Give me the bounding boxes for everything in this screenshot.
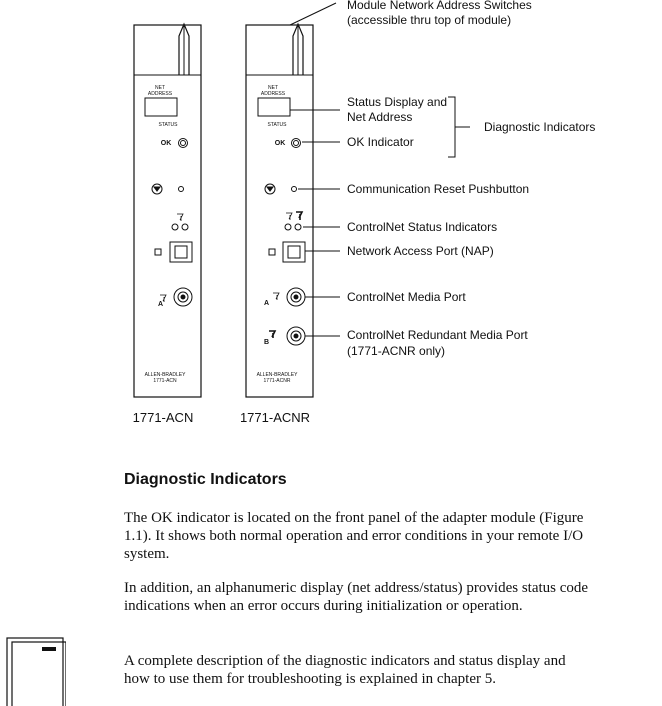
callout-address-switches-line1: Module Network Address Switches bbox=[347, 0, 532, 12]
callout-diagnostic-indicators: Diagnostic Indicators bbox=[484, 120, 596, 134]
callout-redundant-port-line2: (1771-ACNR only) bbox=[347, 344, 446, 358]
panel-net-label: NET bbox=[155, 85, 165, 91]
module-caption: 1771-ACN bbox=[132, 410, 194, 425]
module-margin-icon bbox=[4, 636, 66, 706]
module-caption: 1771-ACNR bbox=[239, 410, 311, 425]
ok-indicator-led bbox=[292, 139, 301, 148]
net-address-display bbox=[258, 98, 290, 116]
module-1771-acn bbox=[133, 24, 201, 425]
paragraph-alphanumeric-display: In addition, an alphanumeric display (net address/status) provides status code indications when an error occurs during initialization or operation. bbox=[124, 580, 589, 614]
callout-status-display-line2: Net Address bbox=[347, 110, 413, 124]
media-port-b-icon bbox=[269, 331, 275, 338]
panel-status-label: STATUS bbox=[158, 122, 178, 128]
network-access-port bbox=[170, 242, 192, 262]
ok-indicator-led-inner bbox=[294, 141, 299, 146]
port-a-label: A bbox=[264, 300, 270, 307]
paragraph-ok-indicator: The OK indicator is located on the front panel of the adapter module (Figure 1.1). It shows both normal operation and error conditions in your remote I/O system. bbox=[124, 510, 584, 562]
media-port-a-icon bbox=[273, 293, 279, 300]
network-access-port-inner bbox=[175, 246, 187, 258]
diagnostic-bracket bbox=[448, 97, 470, 157]
callout-controlnet-status: ControlNet Status Indicators bbox=[347, 220, 498, 234]
status-led-b bbox=[295, 224, 301, 230]
reset-pushbutton-arrow-icon bbox=[267, 187, 273, 191]
panel-status-label: STATUS bbox=[267, 122, 287, 128]
panel-address-label: ADDRESS bbox=[147, 91, 173, 97]
panel-brand: ALLEN-BRADLEY bbox=[256, 372, 298, 378]
status-led-b bbox=[182, 224, 188, 230]
callout-address-switches-line2: (accessible thru top of module) bbox=[347, 13, 512, 27]
module-1771-acnr bbox=[240, 24, 313, 425]
reset-indicator bbox=[292, 187, 297, 192]
status-led-a bbox=[285, 224, 291, 230]
media-port-b-center bbox=[294, 334, 298, 338]
panel-ok-label: OK bbox=[160, 140, 172, 147]
module-body bbox=[134, 25, 201, 397]
leader-address-switches bbox=[290, 3, 336, 25]
callout-redundant-port-line1: ControlNet Redundant Media Port bbox=[347, 328, 528, 342]
panel-net-label: NET bbox=[268, 85, 278, 91]
callout-ok-indicator: OK Indicator bbox=[347, 135, 414, 149]
nap-marker bbox=[155, 249, 161, 255]
network-access-port-inner bbox=[288, 246, 300, 258]
callout-comm-reset: Communication Reset Pushbutton bbox=[347, 182, 530, 196]
media-port-a-center bbox=[294, 295, 298, 299]
margin-icon-tab bbox=[42, 647, 56, 651]
controlnet-status-icon-b bbox=[296, 212, 302, 220]
ok-indicator-led-inner bbox=[181, 141, 186, 146]
media-port-a-center bbox=[181, 295, 185, 299]
panel-model-small: 1771-ACNR bbox=[263, 378, 291, 384]
port-b-label: B bbox=[264, 339, 270, 346]
callout-media-port: ControlNet Media Port bbox=[347, 290, 466, 304]
panel-ok-label: OK bbox=[274, 140, 286, 147]
leader-lines bbox=[290, 3, 470, 336]
controlnet-status-icon-a bbox=[286, 213, 292, 220]
reset-indicator bbox=[179, 187, 184, 192]
callout-labels bbox=[347, 0, 595, 358]
port-a-label: A bbox=[158, 301, 164, 308]
margin-icon-front-page bbox=[12, 642, 66, 706]
panel-model-small: 1771-ACN bbox=[153, 378, 177, 384]
ok-indicator-led bbox=[179, 139, 188, 148]
panel-brand: ALLEN-BRADLEY bbox=[144, 372, 186, 378]
reset-pushbutton-arrow-icon bbox=[154, 187, 160, 191]
paragraph-chapter-reference: A complete description of the diagnostic indicators and status display and how to use them for troubleshooting is explained in chapter 5. bbox=[124, 653, 566, 687]
net-address-display bbox=[145, 98, 177, 116]
network-access-port bbox=[283, 242, 305, 262]
section-heading: Diagnostic Indicators bbox=[124, 471, 287, 488]
nap-marker bbox=[269, 249, 275, 255]
callout-nap: Network Access Port (NAP) bbox=[347, 244, 494, 258]
callout-status-display-line1: Status Display and bbox=[347, 95, 448, 109]
panel-address-label: ADDRESS bbox=[260, 91, 286, 97]
controlnet-status-icon bbox=[177, 214, 183, 221]
status-led-a bbox=[172, 224, 178, 230]
